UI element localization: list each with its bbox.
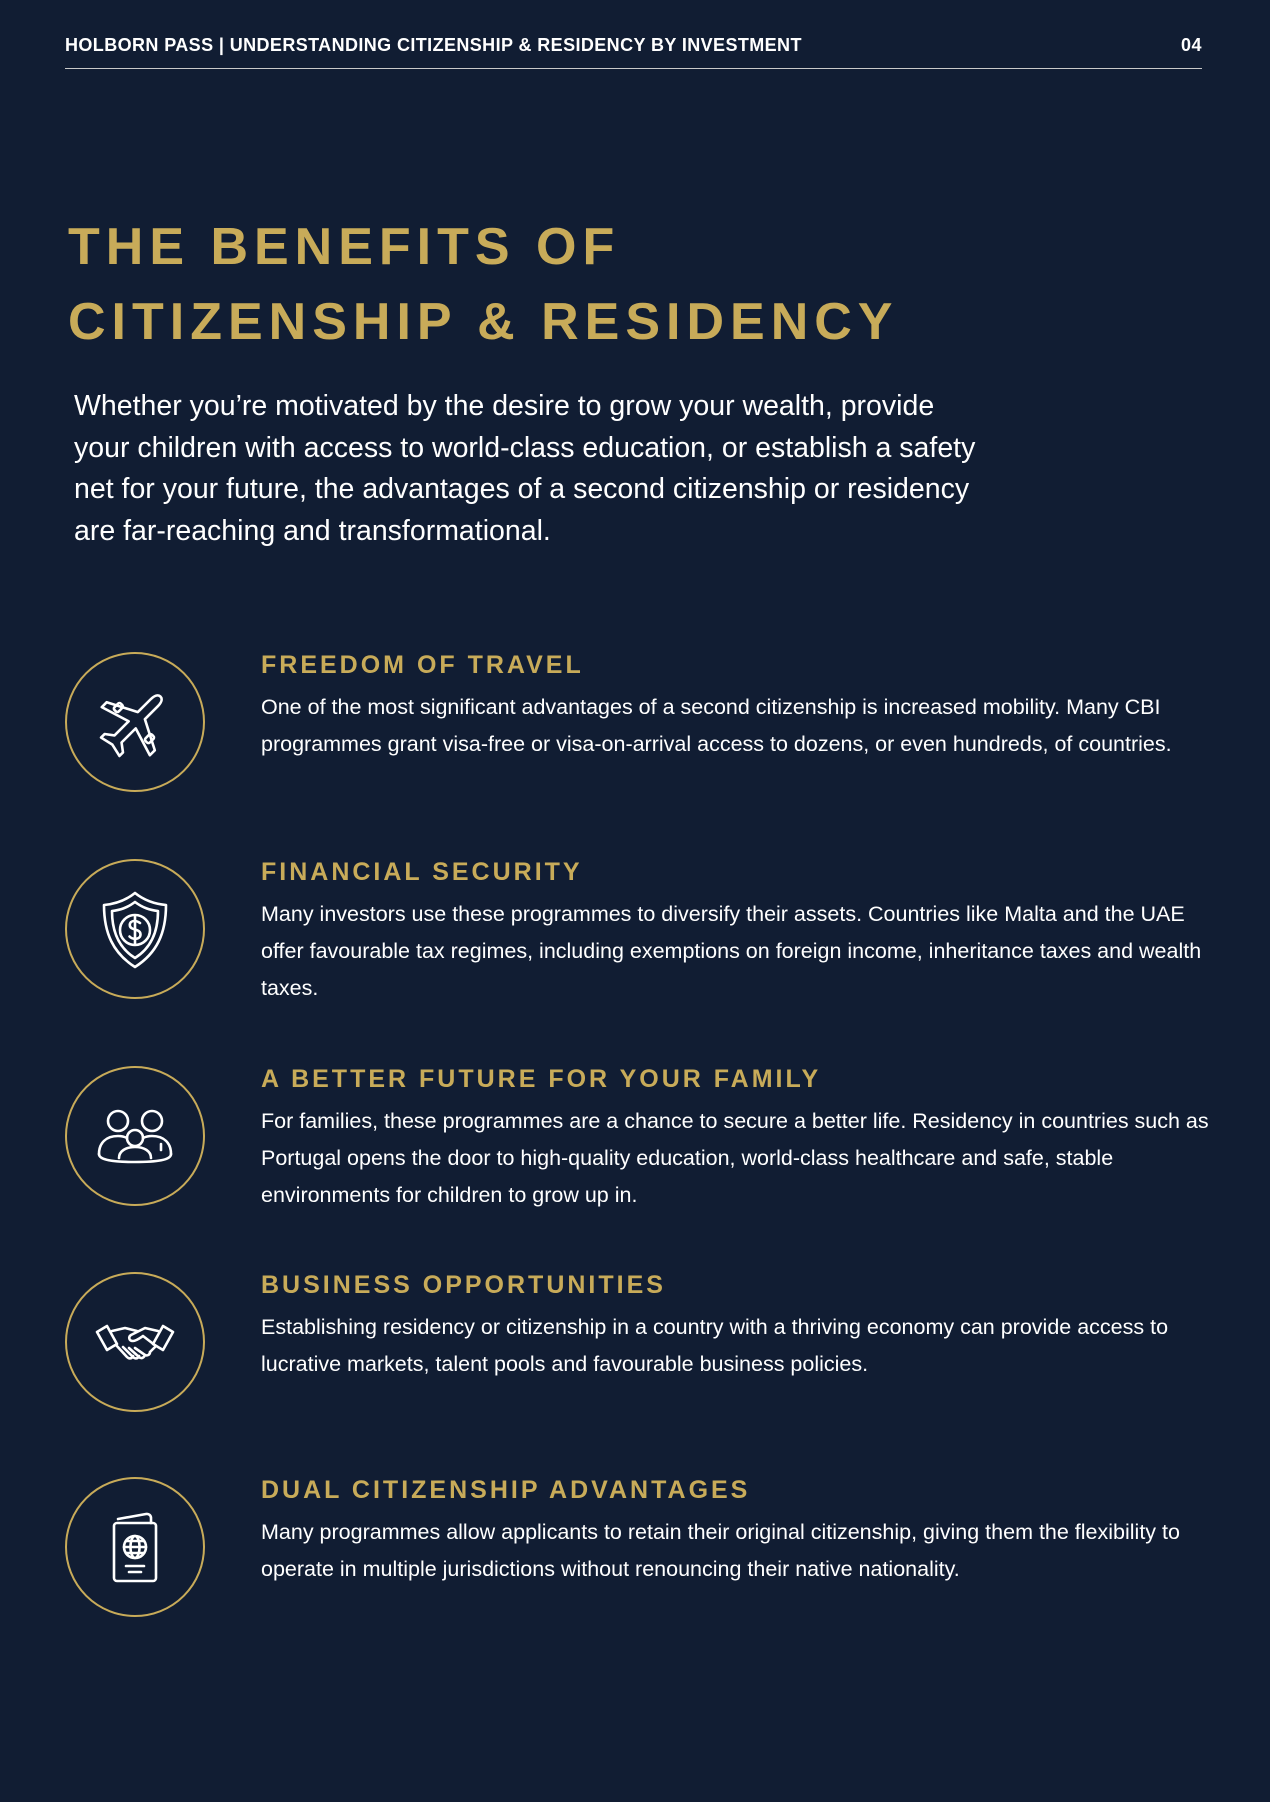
benefit-title: BUSINESS OPPORTUNITIES: [261, 1271, 666, 1299]
shield-dollar-icon: [93, 887, 177, 971]
passport-icon: [93, 1505, 177, 1589]
benefit-icon-circle: [65, 1477, 205, 1617]
page-title-line-2: CITIZENSHIP & RESIDENCY: [68, 293, 899, 351]
benefit-icon-circle: [65, 1272, 205, 1412]
benefit-title: FREEDOM OF TRAVEL: [261, 651, 584, 679]
header-title: HOLBORN PASS | UNDERSTANDING CITIZENSHIP & RESIDENCY BY INVESTMENT: [65, 35, 802, 55]
benefit-text: One of the most significant advantages of a second citizenship is increased mobility. Many CBI programmes grant visa-free or visa-on-arrival access to dozens, or even hundreds, of countries.: [261, 695, 1172, 756]
benefit-text: Many investors use these programmes to diversify their assets. Countries like Malta and the UAE offer favourable tax regimes, including exemptions on foreign income, inheritance taxes and wealth taxes.: [261, 902, 1202, 1000]
page-number: 04: [1180, 35, 1202, 55]
page-header: [65, 32, 1202, 69]
airplane-icon: [93, 680, 177, 764]
benefit-text: For families, these programmes are a chance to secure a better life. Residency in countries such as Portugal opens the door to high-quality education, world-class healthcare and safe, stable environments for children to grow up in.: [261, 1109, 1209, 1207]
benefit-title: A BETTER FUTURE FOR YOUR FAMILY: [261, 1065, 822, 1093]
handshake-icon: [93, 1300, 177, 1384]
benefit-item-financial: [65, 858, 1225, 1008]
benefit-text: Many programmes allow applicants to retain their original citizenship, giving them the flexibility to operate in multiple jurisdictions without renouncing their native nationality.: [261, 1520, 1180, 1581]
benefit-text: Establishing residency or citizenship in a country with a thriving economy can provide access to lucrative markets, talent pools and favourable business policies.: [261, 1315, 1169, 1376]
benefit-icon-circle: [65, 652, 205, 792]
family-icon: [93, 1094, 177, 1178]
benefit-icon-circle: [65, 859, 205, 999]
benefit-item-business: [65, 1271, 1225, 1421]
benefit-item-travel: [65, 651, 1225, 801]
benefit-item-dual-citizenship: [65, 1476, 1225, 1626]
intro-paragraph: Whether you’re motivated by the desire to grow your wealth, provide your children with access to world-class education, or establish a safety net for your future, the advantages of a second citizenship or residency are far-reaching and transformational.: [74, 390, 976, 547]
benefit-item-family: [65, 1065, 1225, 1215]
page-title-line-1: THE BENEFITS OF: [68, 218, 621, 276]
benefit-title: FINANCIAL SECURITY: [261, 858, 583, 886]
benefit-title: DUAL CITIZENSHIP ADVANTAGES: [261, 1476, 751, 1504]
page-title: [68, 210, 898, 360]
benefit-icon-circle: [65, 1066, 205, 1206]
